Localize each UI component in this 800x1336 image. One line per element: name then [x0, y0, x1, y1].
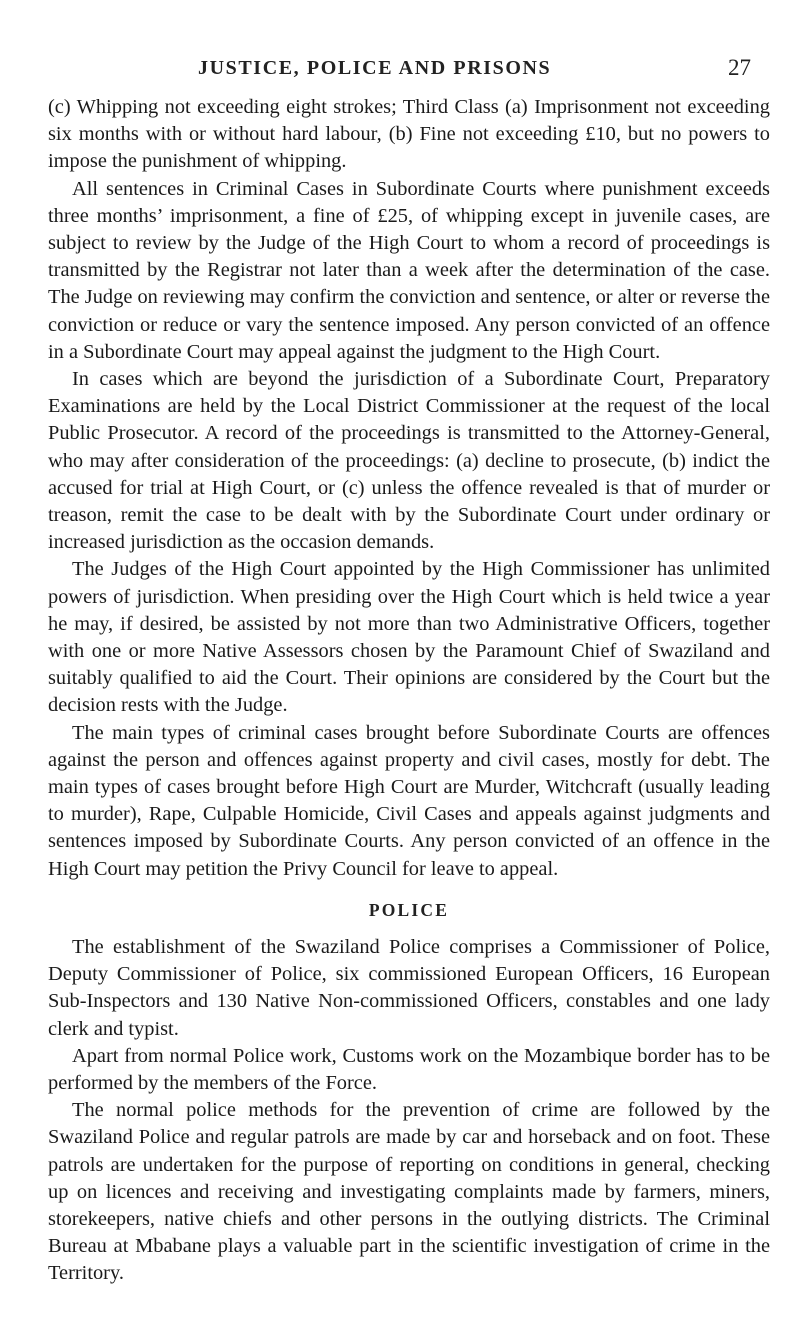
paragraph: The Judges of the High Court appointed by the High Commissioner has unlimited powers of jurisdiction. When presiding over the High Court which is held twice a year he may, if desired, be assisted by not more than two Administrative Officers, together with one or more Native Assessors chosen by the Paramount Chief of Swaziland and suitably qualified to aid the Court. Their opinions are considered by the Court but the decision rests with the Judge.	[48, 558, 770, 717]
running-title: JUSTICE, POLICE AND PRISONS	[198, 57, 552, 79]
paragraph: (c) Whipping not exceeding eight strokes; Third Class (a) Imprisonment not exceeding six months with or without hard labour, (b) Fine not exceeding £10, but no powers to impose the punishment of whipping.	[48, 96, 770, 173]
body-text	[48, 94, 770, 1288]
page-number: 27	[728, 55, 751, 80]
paragraph: All sentences in Criminal Cases in Subordinate Courts where punishment exceeds three months’ imprisonment, a fine of £25, of whipping except in juvenile cases, are subject to review by the Judge of the High Court to whom a record of proceedings is transmitted by the Registrar not later than a week after the determination of the case. The Judge on reviewing may confirm the conviction and sentence, or alter or reverse the conviction or reduce or vary the sentence imposed. Any person convicted of an offence in a Subordinate Court may appeal against the judgment to the High Court.	[48, 177, 770, 363]
paragraph: The establishment of the Swaziland Police comprises a Commissioner of Police, Deputy Commissioner of Police, six commissioned European Officers, 16 European Sub-Inspectors and 130 Native Non-commissioned Officers, constables and one lady clerk and typist.	[48, 935, 770, 1040]
section-heading-police: POLICE	[368, 899, 450, 920]
paragraph: Apart from normal Police work, Customs work on the Mozambique border has to be performed by the members of the Force.	[48, 1044, 770, 1094]
running-header	[0, 57, 800, 83]
paragraph: In cases which are beyond the jurisdiction of a Subordinate Court, Preparatory Examinations are held by the Local District Commissioner at the request of the local Public Prosecutor. A record of the proceedings is transmitted to the Attorney-General, who may after consideration of the proceedings: (a) decline to prosecute, (b) indict the accused for trial at High Court, or (c) unless the offence revealed is that of murder or treason, remit the case to be dealt with by the Subordinate Court under ordinary or increased jurisdiction as the occasion demands.	[48, 368, 770, 554]
paragraph: The main types of criminal cases brought before Subordinate Courts are offences against the person and offences against property and civil cases, mostly for debt. The main types of cases brought before High Court are Murder, Witchcraft (usually leading to murder), Rape, Culpable Homicide, Civil Cases and appeals against judgments and sentences imposed by Subordinate Courts. Any person convicted of an offence in the High Court may petition the Privy Council for leave to appeal.	[48, 721, 770, 880]
paragraph: The normal police methods for the prevention of crime are followed by the Swaziland Police and regular patrols are made by car and horseback and on foot. These patrols are undertaken for the purpose of reporting on conditions in general, checking up on licences and receiving and investigating complaints made by farmers, miners, storekeepers, native chiefs and other persons in the outlying districts. The Criminal Bureau at Mbabane plays a valuable part in the scientific investigation of crime in the Territory.	[48, 1099, 770, 1285]
